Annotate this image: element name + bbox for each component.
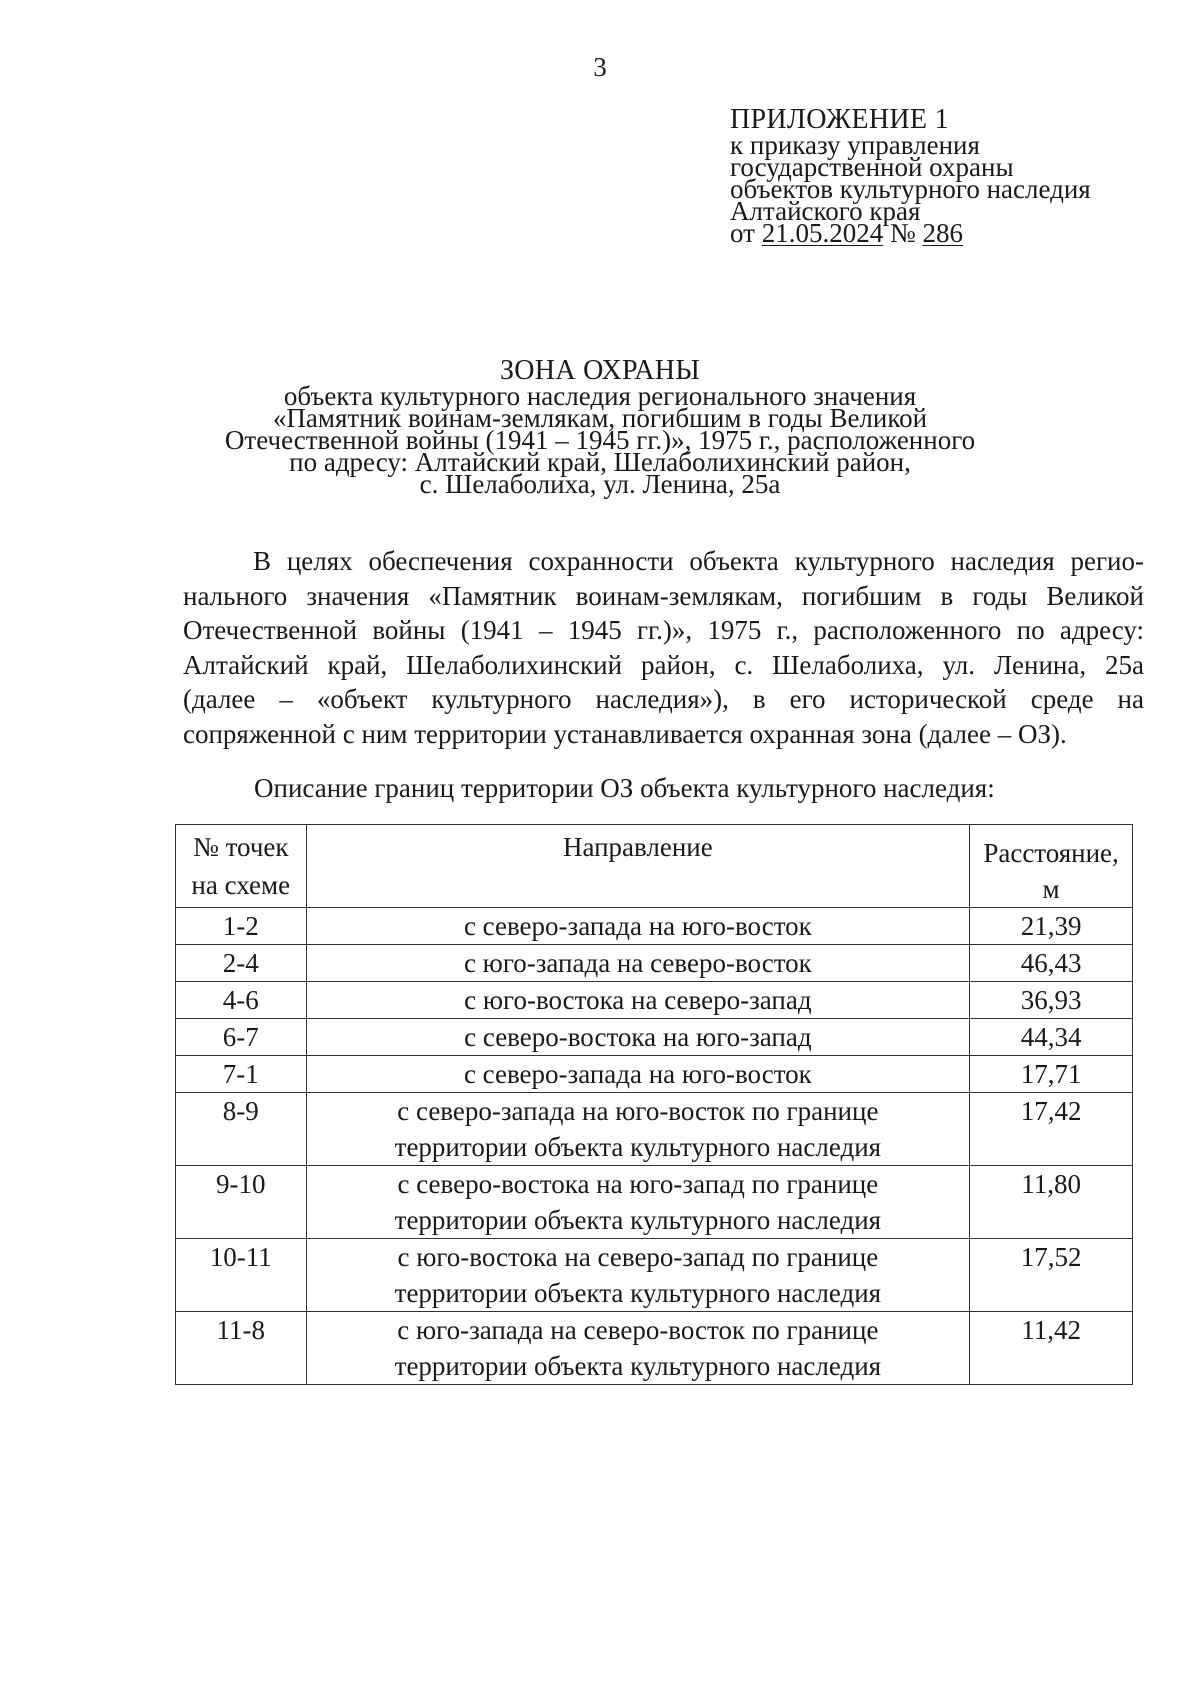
cell-direction-line: с северо-запада на юго-восток (463, 911, 812, 941)
intro-line: Отечественной войны (1941 – 1945 гг.)», 1975 г., расположенного по адресу: (183, 615, 1144, 645)
table-row (176, 1019, 1133, 1056)
cell-direction (306, 945, 970, 982)
cell-distance: 17,52 (970, 1239, 1133, 1312)
header-distance-line: м (1042, 874, 1060, 904)
cell-direction-line: территории объекта культурного наследия (394, 1205, 882, 1235)
header-distance-line: Расстояние, (983, 838, 1119, 868)
zone-heading-line: Отечественной войны (1941 – 1945 гг.)», 1975 г., расположенного (224, 425, 976, 455)
intro-paragraph (183, 544, 1144, 751)
table-caption: Описание границ территории ОЗ объекта культурного наследия: (254, 773, 995, 803)
cell-distance: 17,42 (970, 1093, 1133, 1166)
page-number: 3 (593, 52, 607, 82)
zone-heading-line: по адресу: Алтайский край, Шелаболихинский район, (289, 447, 911, 477)
intro-line: В целях обеспечения сохранности объекта культурного наследия регио- (253, 546, 1144, 576)
order-date: 21.05.2024 (761, 218, 884, 248)
order-number: 286 (922, 218, 963, 248)
cell-direction (306, 908, 970, 945)
cell-points: 10-11 (176, 1239, 307, 1312)
cell-points: 9-10 (176, 1166, 307, 1239)
cell-points: 8-9 (176, 1093, 307, 1166)
zone-heading-line: «Памятник воинам-землякам, погибшим в годы Великой (272, 403, 928, 433)
table-row (176, 1312, 1133, 1385)
cell-distance: 46,43 (970, 945, 1133, 982)
cell-direction-line: территории объекта культурного наследия (394, 1278, 882, 1308)
zone-heading-line: с. Шелаболиха, ул. Ленина, 25а (419, 469, 781, 499)
cell-direction (306, 1093, 970, 1166)
appendix-title: ПРИЛОЖЕНИЕ 1 (730, 104, 949, 135)
table-row (176, 945, 1133, 982)
cell-direction-line: с юго-запада на северо-восток (463, 948, 812, 978)
cell-distance: 36,93 (970, 982, 1133, 1019)
order-number-prefix: № (883, 218, 923, 248)
intro-line: нального значения «Памятник воинам-землякам, погибшим в годы Великой (183, 580, 1144, 611)
intro-line: Алтайский край, Шелаболихинский район, с. Шелаболиха, ул. Ленина, 25а (183, 649, 1144, 680)
table-row (176, 1239, 1133, 1312)
cell-direction-line: с юго-востока на северо-запад по границе (397, 1242, 879, 1272)
cell-points: 1-2 (176, 908, 307, 945)
zone-heading-line: объекта культурного наследия регионального значения (283, 381, 917, 411)
intro-line: (далее – «объект культурного наследия»), в его исторической среде на (183, 684, 1144, 714)
table-header-row (176, 825, 1133, 908)
cell-direction-line: территории объекта культурного наследия (394, 1132, 882, 1162)
table-body (176, 908, 1133, 1385)
table-row (176, 1093, 1133, 1166)
cell-points: 11-8 (176, 1312, 307, 1385)
cell-distance: 11,42 (970, 1312, 1133, 1385)
cell-points: 7-1 (176, 1056, 307, 1093)
cell-distance: 17,71 (970, 1056, 1133, 1093)
appendix-line: государственной охраны (730, 152, 1014, 182)
cell-direction (306, 982, 970, 1019)
cell-direction-line: с северо-востока на юго-запад (464, 1022, 812, 1052)
appendix-line: Алтайского края (730, 196, 921, 226)
header-points-line: на схеме (191, 870, 291, 900)
boundaries-table (175, 824, 1133, 1385)
cell-direction (306, 1019, 970, 1056)
table-row (176, 1166, 1133, 1239)
cell-distance: 21,39 (970, 908, 1133, 945)
order-date-prefix: от (730, 218, 762, 248)
cell-direction-line: с юго-запада на северо-восток по границе (397, 1315, 879, 1345)
table-row (176, 1056, 1133, 1093)
cell-direction-line: с юго-востока на северо-запад (464, 985, 812, 1015)
header-direction: Направление (306, 825, 970, 908)
cell-direction (306, 1166, 970, 1239)
header-points-line: № точек (193, 832, 289, 862)
cell-direction-line: территории объекта культурного наследия (394, 1351, 882, 1381)
cell-distance: 11,80 (970, 1166, 1133, 1239)
cell-direction (306, 1239, 970, 1312)
header-points (176, 825, 307, 908)
appendix-order-line (730, 218, 1091, 248)
cell-points: 2-4 (176, 945, 307, 982)
header-distance (970, 825, 1133, 908)
cell-direction-line: с северо-запада на юго-восток по границе (397, 1096, 879, 1126)
table-row (176, 908, 1133, 945)
cell-direction-line: с северо-запада на юго-восток (463, 1059, 812, 1089)
appendix-line: объектов культурного наследия (730, 174, 1091, 204)
cell-direction (306, 1056, 970, 1093)
cell-distance: 44,34 (970, 1019, 1133, 1056)
appendix-block (730, 104, 1091, 248)
cell-direction-line: с северо-востока на юго-запад по границе (397, 1169, 879, 1199)
cell-direction (306, 1312, 970, 1385)
intro-line: сопряженной с ним территории устанавливается охранная зона (далее – ОЗ). (183, 718, 1067, 749)
table-row (176, 982, 1133, 1019)
appendix-line: к приказу управления (730, 130, 980, 160)
cell-points: 6-7 (176, 1019, 307, 1056)
zone-title: ЗОНА ОХРАНЫ (499, 355, 701, 386)
cell-points: 4-6 (176, 982, 307, 1019)
zone-heading (0, 355, 1200, 499)
